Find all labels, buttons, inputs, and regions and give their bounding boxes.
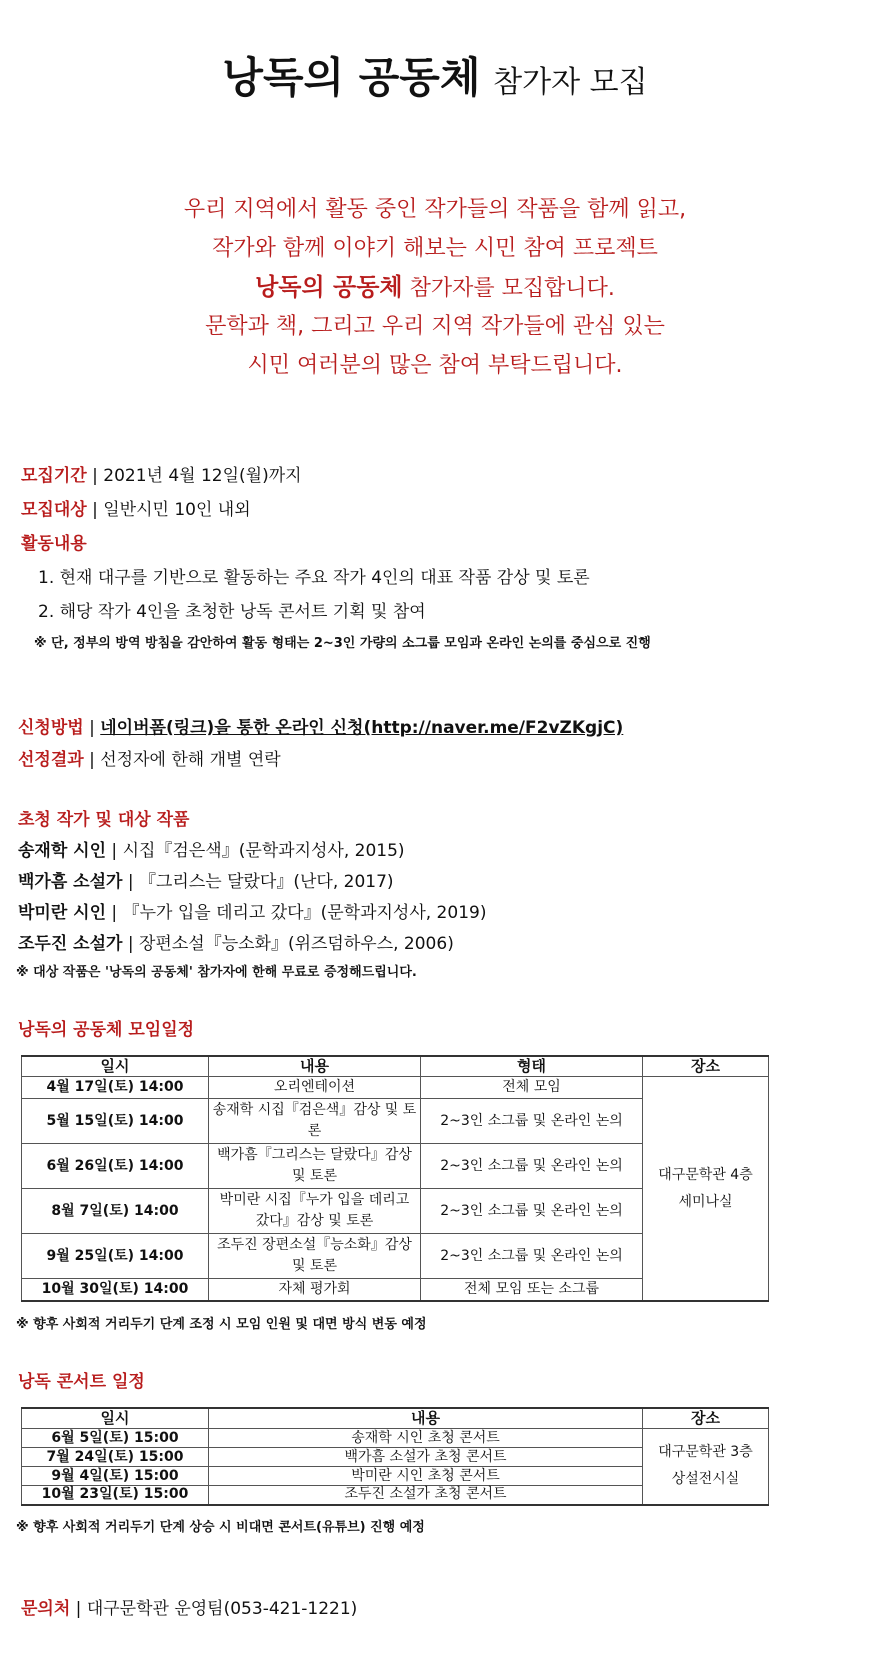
activity-label bbox=[21, 532, 87, 556]
author-item: 박미란 시인 | 『누가 입을 데리고 갔다』(문학과지성사, 2019) bbox=[18, 903, 487, 923]
meeting-form: 전체 모임 bbox=[421, 1077, 643, 1099]
table-header: 장소 bbox=[643, 1408, 769, 1429]
meeting-date: 6월 26일(토) 14:00 bbox=[22, 1144, 209, 1189]
page-title bbox=[0, 48, 870, 113]
intro-line: 문학과 책, 그리고 우리 지역 작가들에 관심 있는 bbox=[205, 314, 665, 339]
authors-note: ※ 대상 작품은 '낭독의 공동체' 참가자에 한해 무료로 증정해드립니다. bbox=[16, 965, 417, 980]
meeting-form: 2~3인 소그룹 및 온라인 논의 bbox=[421, 1144, 643, 1189]
meeting-form: 2~3인 소그룹 및 온라인 논의 bbox=[421, 1099, 643, 1144]
meeting-form: 2~3인 소그룹 및 온라인 논의 bbox=[421, 1189, 643, 1234]
recruit-period: 모집기간 | 2021년 4월 12일(월)까지 bbox=[21, 466, 302, 486]
activity-label-text: 활동내용 bbox=[21, 534, 87, 554]
result-value: 선정자에 한해 개별 연락 bbox=[100, 750, 281, 770]
concert-content: 박미란 시인 초청 콘서트 bbox=[209, 1467, 643, 1486]
table-header: 내용 bbox=[209, 1056, 421, 1077]
author-name: 조두진 소설가 bbox=[18, 934, 123, 954]
meeting-date: 10월 30일(토) 14:00 bbox=[22, 1279, 209, 1302]
table-header: 형태 bbox=[421, 1056, 643, 1077]
concerts-heading-text: 낭독 콘서트 일정 bbox=[18, 1372, 145, 1392]
title-sub: 참가자 모집 bbox=[493, 65, 648, 100]
intro-line bbox=[0, 268, 870, 307]
contact-value: 대구문학관 운영팀(053-421-1221) bbox=[86, 1599, 358, 1619]
intro-highlight: 낭독의 공동체 bbox=[255, 273, 403, 301]
table-header: 내용 bbox=[209, 1408, 643, 1429]
concert-date: 9월 4일(토) 15:00 bbox=[22, 1467, 209, 1486]
meeting-date: 4월 17일(토) 14:00 bbox=[22, 1077, 209, 1099]
intro-line: 우리 지역에서 활동 중인 작가들의 작품을 함께 읽고, bbox=[183, 197, 687, 222]
result-label: 선정결과 bbox=[18, 750, 84, 770]
table-header: 일시 bbox=[22, 1056, 209, 1077]
intro-line-rest: 참가자를 모집합니다. bbox=[409, 276, 615, 301]
concert-date: 6월 5일(토) 15:00 bbox=[22, 1429, 209, 1448]
meeting-content: 백가흠『그리스는 달랐다』감상 및 토론 bbox=[209, 1144, 421, 1189]
activity-item: 2. 해당 작가 4인을 초청한 낭독 콘서트 기획 및 참여 bbox=[38, 602, 426, 622]
author-item: 조두진 소설가 | 장편소설『능소화』(위즈덤하우스, 2006) bbox=[18, 934, 454, 954]
authors-heading bbox=[18, 808, 189, 832]
contact: 문의처 | 대구문학관 운영팀(053-421-1221) bbox=[21, 1599, 358, 1619]
meeting-table bbox=[21, 1055, 769, 1302]
meetings-heading-text: 낭독의 공동체 모임일정 bbox=[18, 1020, 195, 1040]
authors-heading-text: 초청 작가 및 대상 작품 bbox=[18, 810, 190, 830]
author-work: 시집『검은색』(문학과지성사, 2015) bbox=[122, 841, 405, 861]
target-label: 모집대상 bbox=[21, 500, 87, 520]
author-work: 『누가 입을 데리고 갔다』(문학과지성사, 2019) bbox=[122, 903, 487, 923]
table-header-row bbox=[22, 1056, 769, 1077]
concert-content: 송재학 시인 초청 콘서트 bbox=[209, 1429, 643, 1448]
author-item: 백가흠 소설가 | 『그리스는 달랐다』(난다, 2017) bbox=[18, 872, 394, 892]
apply-result: 선정결과 | 선정자에 한해 개별 연락 bbox=[18, 750, 281, 770]
meeting-place: 대구문학관 4층 세미나실 bbox=[643, 1077, 769, 1302]
apply-method: 신청방법 | 네이버폼(링크)을 통한 온라인 신청(http://naver.me/F2vZKgjC) bbox=[18, 718, 624, 738]
concert-table bbox=[21, 1407, 769, 1506]
author-name: 박미란 시인 bbox=[18, 903, 107, 923]
concerts-heading bbox=[18, 1370, 145, 1394]
concert-place: 대구문학관 3층 상설전시실 bbox=[643, 1429, 769, 1505]
author-name: 백가흠 소설가 bbox=[18, 872, 123, 892]
author-work: 『그리스는 달랐다』(난다, 2017) bbox=[139, 872, 394, 892]
meetings-heading bbox=[18, 1018, 194, 1042]
intro-line: 작가와 함께 이야기 해보는 시민 참여 프로젝트 bbox=[212, 236, 658, 261]
meeting-form: 2~3인 소그룹 및 온라인 논의 bbox=[421, 1234, 643, 1279]
intro-line: 시민 여러분의 많은 참여 부탁드립니다. bbox=[247, 353, 623, 378]
intro-block bbox=[0, 190, 870, 385]
meeting-form: 전체 모임 또는 소그룹 bbox=[421, 1279, 643, 1302]
meeting-content: 송재학 시집『검은색』감상 및 토론 bbox=[209, 1099, 421, 1144]
concerts-note: ※ 향후 사회적 거리두기 단계 상승 시 비대면 콘서트(유튜브) 진행 예정 bbox=[16, 1520, 425, 1535]
contact-label: 문의처 bbox=[21, 1599, 71, 1619]
table-row bbox=[22, 1429, 769, 1448]
concert-date: 7월 24일(토) 15:00 bbox=[22, 1448, 209, 1467]
meeting-content: 박미란 시집『누가 입을 데리고 갔다』감상 및 토론 bbox=[209, 1189, 421, 1234]
meeting-date: 8월 7일(토) 14:00 bbox=[22, 1189, 209, 1234]
activity-note: ※ 단, 정부의 방역 방침을 감안하여 활동 형태는 2~3인 가량의 소그룹 모임과 온라인 논의를 중심으로 진행 bbox=[34, 636, 651, 651]
meeting-date: 9월 25일(토) 14:00 bbox=[22, 1234, 209, 1279]
method-label: 신청방법 bbox=[18, 718, 84, 738]
author-name: 송재학 시인 bbox=[18, 841, 107, 861]
meeting-date: 5월 15일(토) 14:00 bbox=[22, 1099, 209, 1144]
concert-content: 백가흠 소설가 초청 콘서트 bbox=[209, 1448, 643, 1467]
concert-content: 조두진 소설가 초청 콘서트 bbox=[209, 1486, 643, 1505]
period-value: 2021년 4월 12일(월)까지 bbox=[103, 466, 302, 486]
author-item: 송재학 시인 | 시집『검은색』(문학과지성사, 2015) bbox=[18, 841, 405, 861]
concert-date: 10월 23일(토) 15:00 bbox=[22, 1486, 209, 1505]
meeting-content: 조두진 장편소설『능소화』감상 및 토론 bbox=[209, 1234, 421, 1279]
table-header-row bbox=[22, 1408, 769, 1429]
period-label: 모집기간 bbox=[21, 466, 87, 486]
recruit-target: 모집대상 | 일반시민 10인 내외 bbox=[21, 500, 251, 520]
apply-link[interactable]: 네이버폼(링크)을 통한 온라인 신청(http://naver.me/F2vZKgjC) bbox=[100, 718, 624, 738]
table-header: 장소 bbox=[643, 1056, 769, 1077]
table-row bbox=[22, 1077, 769, 1099]
target-value: 일반시민 10인 내외 bbox=[103, 500, 251, 520]
activity-item: 1. 현재 대구를 기반으로 활동하는 주요 작가 4인의 대표 작품 감상 및 토론 bbox=[38, 568, 590, 588]
table-header: 일시 bbox=[22, 1408, 209, 1429]
title-main: 낭독의 공동체 bbox=[222, 53, 481, 102]
meeting-content: 자체 평가회 bbox=[209, 1279, 421, 1302]
meeting-content: 오리엔테이션 bbox=[209, 1077, 421, 1099]
meetings-note: ※ 향후 사회적 거리두기 단계 조정 시 모임 인원 및 대면 방식 변동 예정 bbox=[16, 1317, 427, 1332]
author-work: 장편소설『능소화』(위즈덤하우스, 2006) bbox=[139, 934, 454, 954]
